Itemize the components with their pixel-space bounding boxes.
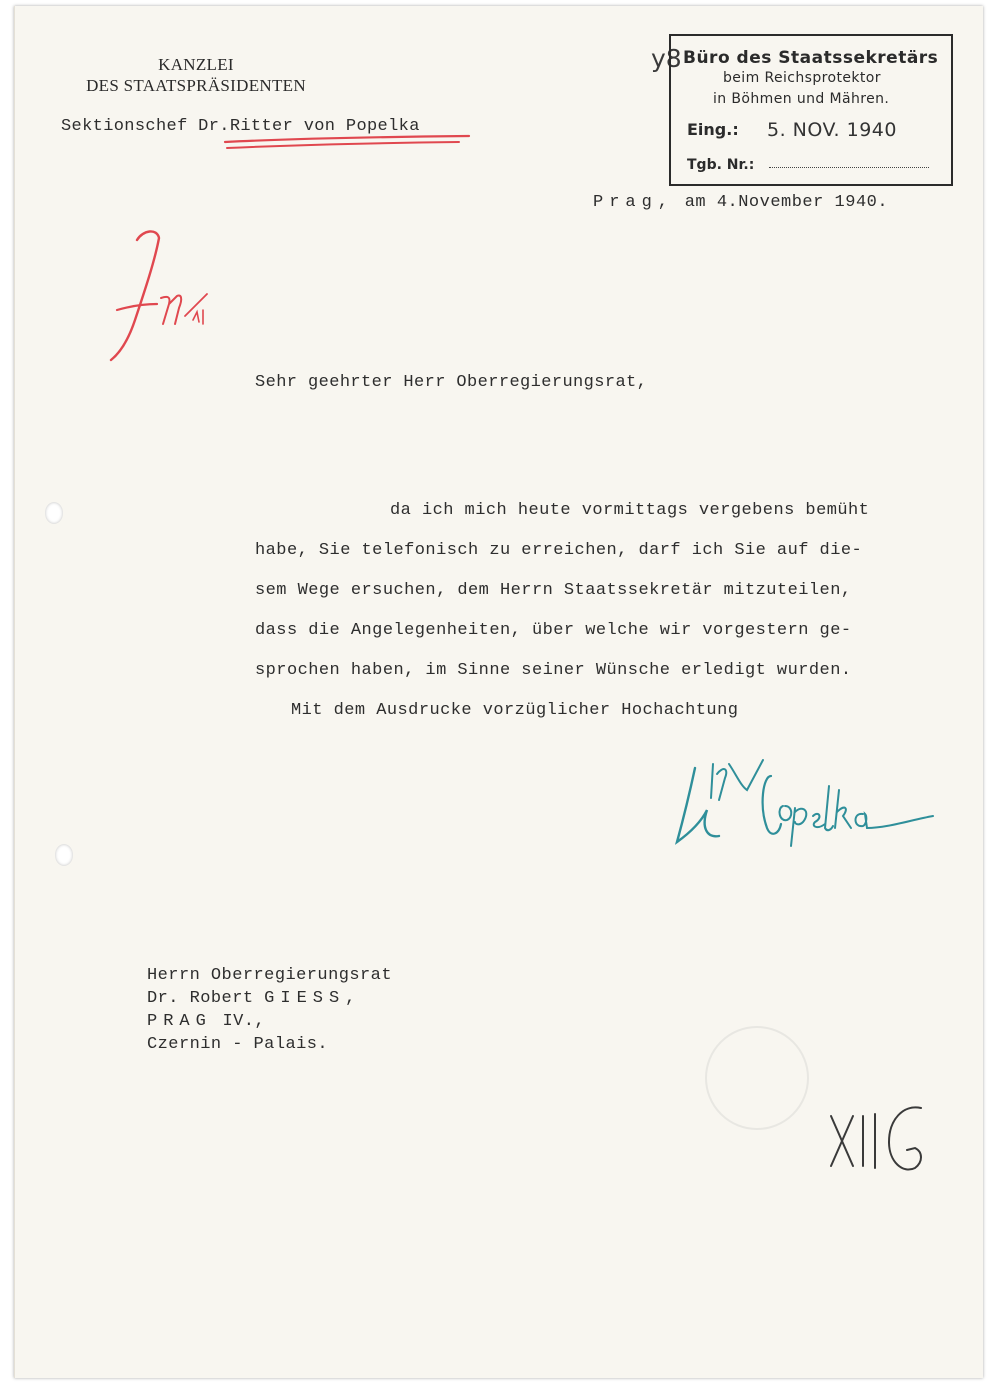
- date-text: am 4.November 1940.: [674, 193, 889, 212]
- punch-hole-top: [45, 502, 63, 524]
- faint-seal-impression: [705, 1026, 809, 1130]
- address-city: PRAG: [147, 1012, 212, 1031]
- address-line-3: [147, 1012, 265, 1031]
- stamp-tgb-blank: [769, 167, 929, 168]
- letterhead: [81, 54, 311, 96]
- stamp-line-2: beim Reichsprotektor: [723, 70, 881, 86]
- address-surname: GIESS,: [264, 989, 362, 1008]
- stamp-tgb-label: Tgb. Nr.:: [687, 157, 755, 173]
- closing-line: Mit dem Ausdrucke vorzüglicher Hochachtung: [291, 701, 739, 720]
- body-line-2: habe, Sie telefonisch zu erreichen, darf ich Sie auf die-: [255, 541, 863, 560]
- handwritten-signature: [667, 746, 937, 856]
- sender-name: Dr.Ritter von Popelka: [198, 117, 420, 136]
- receipt-stamp: [669, 34, 953, 186]
- body-line-4: dass die Angelegenheiten, über welche wir vorgestern ge-: [255, 621, 852, 640]
- archive-pencil-mark: [823, 1086, 933, 1186]
- date-place: Prag,: [593, 193, 675, 212]
- red-pencil-initial: [97, 220, 217, 370]
- address-name-prefix: Dr. Robert: [147, 989, 265, 1008]
- stamp-eing-label: Eing.:: [687, 120, 739, 139]
- punch-hole-bottom: [55, 844, 73, 866]
- address-line-1: Herrn Oberregierungsrat: [147, 966, 392, 985]
- body-line-5: sprochen haben, im Sinne seiner Wünsche erledigt wurden.: [255, 661, 852, 680]
- address-line-2: [147, 989, 361, 1008]
- letterhead-line-1: KANZLEI: [158, 55, 234, 74]
- red-pencil-underline: [223, 134, 473, 158]
- sender-title: Sektionschef: [61, 117, 199, 136]
- stamp-handwritten-mark: y8: [651, 44, 682, 73]
- address-district: IV.,: [211, 1012, 266, 1031]
- salutation: Sehr geehrter Herr Oberregierungsrat,: [255, 373, 648, 392]
- letter-page: [14, 6, 983, 1378]
- stamp-line-1: Büro des Staatssekretärs: [683, 48, 939, 68]
- letterhead-line-2: DES STAATSPRÄSIDENTEN: [86, 76, 306, 95]
- body-line-1: da ich mich heute vormittags vergebens bemüht: [390, 501, 870, 520]
- stamp-line-3: in Böhmen und Mähren.: [713, 91, 890, 107]
- address-line-4: Czernin - Palais.: [147, 1035, 329, 1054]
- body-line-3: sem Wege ersuchen, dem Herrn Staatssekretär mitzuteilen,: [255, 581, 852, 600]
- date-line: [593, 193, 888, 212]
- stamp-eing-date: 5. NOV. 1940: [767, 119, 897, 141]
